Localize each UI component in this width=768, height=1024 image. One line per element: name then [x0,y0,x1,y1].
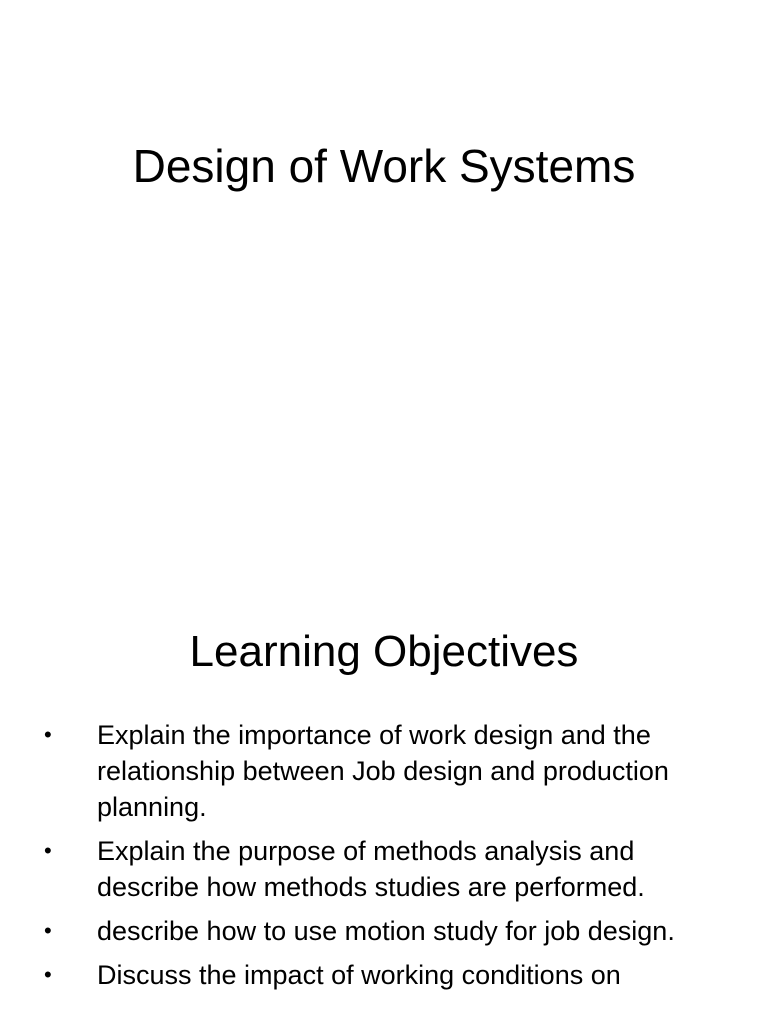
objective-item [0,833,768,905]
objective-item [0,957,768,993]
slide-title-heading: Design of Work Systems [132,140,636,192]
objective-item [0,913,768,949]
learning-objectives-heading: Learning Objectives [189,627,579,676]
bullet-icon: • [44,838,52,863]
objective-text: Explain the importance of work design and the relationship between Job design and production planning. [97,720,669,822]
bullet-icon: • [44,962,52,987]
objective-item [0,717,768,825]
slide-learning-objectives [0,576,768,1024]
bullet-icon: • [44,722,52,747]
objective-text: describe how to use motion study for job design. [97,916,675,946]
objectives-list [0,717,768,1001]
bullet-icon: • [44,918,52,943]
objective-text: Explain the purpose of methods analysis and describe how methods studies are performed. [97,836,645,902]
objective-text: Discuss the impact of working conditions on [97,960,621,990]
